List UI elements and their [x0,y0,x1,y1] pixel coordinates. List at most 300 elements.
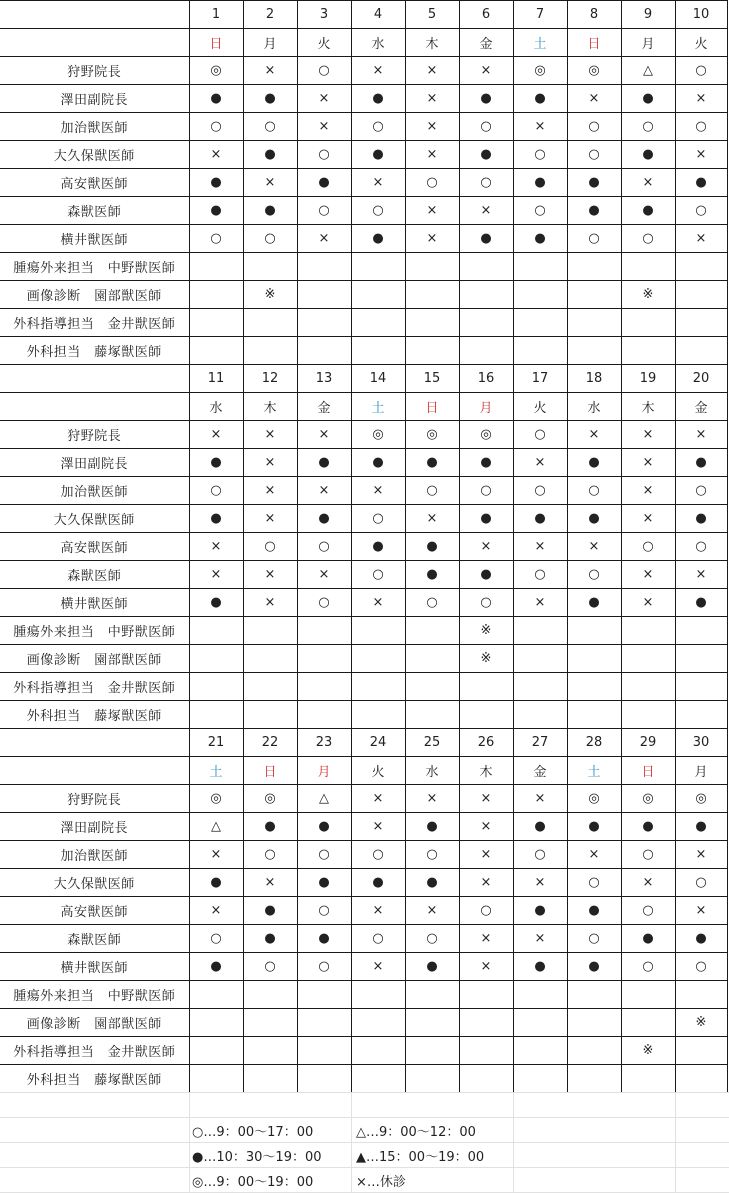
specialist-cell [405,645,459,673]
schedule-cell: ● [297,869,351,897]
specialist-row [0,253,727,281]
weekday-cell: 火 [351,757,405,785]
specialist-cell [297,1009,351,1037]
schedule-cell: ○ [675,869,727,897]
schedule-cell: × [351,57,405,85]
schedule-cell: × [567,533,621,561]
schedule-cell: × [189,897,243,925]
schedule-cell: × [189,561,243,589]
specialist-cell [243,309,297,337]
schedule-cell: ● [459,225,513,253]
specialist-cell [351,673,405,701]
specialist-cell [243,253,297,281]
specialist-name-cell: 外科担当 藤塚獣医師 [0,337,189,365]
schedule-cell: × [459,813,513,841]
specialist-cell [351,1037,405,1065]
schedule-cell: ● [243,897,297,925]
specialist-cell [405,673,459,701]
weekday-cell: 日 [567,29,621,57]
schedule-cell: × [243,57,297,85]
schedule-cell: ◎ [621,785,675,813]
schedule-cell: ● [513,897,567,925]
schedule-cell: ● [675,449,727,477]
doctor-row [0,85,727,113]
schedule-cell: × [405,785,459,813]
schedule-cell: ○ [459,113,513,141]
schedule-cell: × [459,197,513,225]
specialist-cell [513,645,567,673]
schedule-cell: × [513,869,567,897]
doctor-row [0,841,727,869]
doctor-row [0,477,727,505]
specialist-cell [351,1065,405,1093]
schedule-cell: × [405,141,459,169]
schedule-cell: × [405,57,459,85]
doctor-row [0,141,727,169]
specialist-cell [297,1065,351,1093]
doctor-row [0,57,727,85]
schedule-cell: × [405,113,459,141]
schedule-cell: ◎ [351,421,405,449]
schedule-cell: × [675,561,727,589]
weekday-cell: 日 [621,757,675,785]
schedule-cell: ● [297,813,351,841]
doctor-row [0,869,727,897]
specialist-cell [405,617,459,645]
specialist-cell [405,309,459,337]
legend-double-circle: ◎…9：00〜19：00 [192,1175,314,1190]
schedule-cell: × [297,85,351,113]
schedule-cell: × [351,785,405,813]
day-number-cell: 8 [567,1,621,29]
schedule-cell: ○ [621,113,675,141]
schedule-cell: × [567,421,621,449]
schedule-cell: ○ [621,225,675,253]
specialist-cell [675,617,727,645]
schedule-cell: ○ [513,561,567,589]
specialist-name-cell: 腫瘍外来担当 中野獣医師 [0,981,189,1009]
day-number-cell: 24 [351,729,405,757]
specialist-row [0,1009,727,1037]
specialist-cell [405,1037,459,1065]
schedule-cell: ● [675,505,727,533]
doctor-name-cell: 加治獣医師 [0,841,189,869]
specialist-cell [567,673,621,701]
day-number-cell: 7 [513,1,567,29]
schedule-cell: △ [297,785,351,813]
weekday-cell: 日 [243,757,297,785]
day-number-cell: 27 [513,729,567,757]
specialist-cell [621,673,675,701]
specialist-cell [459,1065,513,1093]
specialist-cell [243,1037,297,1065]
specialist-cell [459,337,513,365]
weekday-cell: 木 [621,393,675,421]
specialist-name-cell: 画像診断 園部獣医師 [0,281,189,309]
specialist-name-cell: 外科担当 藤塚獣医師 [0,1065,189,1093]
specialist-cell [621,337,675,365]
specialist-cell [189,981,243,1009]
schedule-cell: ○ [297,953,351,981]
schedule-cell: ○ [351,841,405,869]
weekday-cell: 火 [297,29,351,57]
doctor-name-cell: 澤田副院長 [0,813,189,841]
schedule-cell: ● [567,449,621,477]
schedule-cell: × [621,869,675,897]
schedule-cell: ● [567,505,621,533]
specialist-cell [459,673,513,701]
specialist-cell [297,1037,351,1065]
doctor-name-cell: 横井獣医師 [0,225,189,253]
doctor-name-cell: 狩野院長 [0,421,189,449]
weekday-cell: 金 [513,757,567,785]
schedule-cell: × [351,169,405,197]
specialist-cell [189,253,243,281]
schedule-cell: × [405,225,459,253]
schedule-cell: ● [189,953,243,981]
schedule-cell: ○ [351,197,405,225]
day-number-cell: 30 [675,729,727,757]
specialist-cell [351,281,405,309]
schedule-cell: ○ [567,925,621,953]
doctor-name-cell: 横井獣医師 [0,953,189,981]
specialist-cell [189,673,243,701]
schedule-cell: ○ [459,589,513,617]
schedule-cell: ● [297,925,351,953]
schedule-cell: ● [189,869,243,897]
specialist-cell [405,981,459,1009]
doctor-row [0,197,727,225]
schedule-cell: ○ [459,477,513,505]
schedule-cell: × [405,197,459,225]
specialist-cell [675,701,727,729]
specialist-name-cell: 外科指導担当 金井獣医師 [0,1037,189,1065]
specialist-cell [675,281,727,309]
schedule-cell: ● [513,505,567,533]
specialist-cell [297,253,351,281]
schedule-cell: × [621,169,675,197]
schedule-cell: × [243,477,297,505]
doctor-row [0,505,727,533]
weekday-cell: 日 [405,393,459,421]
weekday-row [0,29,727,57]
specialist-row [0,673,727,701]
schedule-cell: ● [513,813,567,841]
specialist-cell [513,701,567,729]
weekday-cell: 木 [405,29,459,57]
specialist-row [0,981,727,1009]
schedule-cell: ● [621,141,675,169]
schedule-cell: ◎ [243,785,297,813]
schedule-cell: ● [621,813,675,841]
specialist-cell [189,337,243,365]
weekday-cell: 日 [189,29,243,57]
legend-filled-circle: ●…10：30〜19：00 [192,1150,322,1165]
specialist-cell [513,617,567,645]
schedule-cell: ● [243,197,297,225]
doctor-row [0,449,727,477]
header-blank-cell [0,29,189,57]
schedule-cell: ○ [405,589,459,617]
schedule-cell: ● [567,953,621,981]
schedule-cell: ● [405,813,459,841]
schedule-cell: ● [243,85,297,113]
doctor-name-cell: 高安獣医師 [0,169,189,197]
doctor-name-cell: 加治獣医師 [0,477,189,505]
schedule-cell: ○ [621,841,675,869]
specialist-cell [459,281,513,309]
specialist-cell [459,253,513,281]
schedule-cell: ○ [351,505,405,533]
schedule-cell: ○ [189,477,243,505]
day-number-cell: 19 [621,365,675,393]
specialist-cell [567,645,621,673]
specialist-cell [513,673,567,701]
weekday-cell: 月 [675,757,727,785]
specialist-row [0,281,727,309]
specialist-cell [297,337,351,365]
schedule-cell: × [621,561,675,589]
schedule-cell: × [351,589,405,617]
specialist-cell [621,309,675,337]
specialist-cell [513,253,567,281]
schedule-cell: ● [513,225,567,253]
doctor-row [0,785,727,813]
schedule-cell: ○ [189,225,243,253]
specialist-cell [621,253,675,281]
specialist-cell [405,1009,459,1037]
schedule-cell: ● [243,925,297,953]
schedule-cell: ○ [243,225,297,253]
day-number-cell: 28 [567,729,621,757]
schedule-cell: × [459,533,513,561]
schedule-cell: ○ [297,897,351,925]
schedule-cell: ● [351,225,405,253]
day-number-cell: 13 [297,365,351,393]
day-number-cell: 1 [189,1,243,29]
specialist-cell [459,1037,513,1065]
doctor-row [0,113,727,141]
schedule-cell: ◎ [189,785,243,813]
weekday-cell: 木 [459,757,513,785]
day-number-cell: 29 [621,729,675,757]
legend-open-circle: ○…9：00〜17：00 [192,1125,314,1140]
doctor-name-cell: 森獣医師 [0,925,189,953]
weekday-row [0,757,727,785]
schedule-cell: × [243,505,297,533]
schedule-cell: ● [351,449,405,477]
specialist-cell [621,617,675,645]
specialist-cell [189,701,243,729]
schedule-cell: ● [297,449,351,477]
specialist-row [0,309,727,337]
specialist-cell [243,645,297,673]
legend-triangle: △…9：00〜12：00 [356,1125,476,1140]
weekday-cell: 水 [189,393,243,421]
schedule-cell: ● [351,533,405,561]
doctor-name-cell: 澤田副院長 [0,449,189,477]
schedule-cell: ● [513,953,567,981]
specialist-cell [459,981,513,1009]
schedule-cell: × [189,841,243,869]
schedule-cell: ◎ [459,421,513,449]
doctor-name-cell: 狩野院長 [0,57,189,85]
day-number-cell: 16 [459,365,513,393]
specialist-cell [567,337,621,365]
specialist-name-cell: 画像診断 園部獣医師 [0,1009,189,1037]
schedule-cell: ○ [567,477,621,505]
schedule-cell: ● [189,589,243,617]
specialist-cell [297,673,351,701]
specialist-cell [621,981,675,1009]
schedule-cell: ◎ [405,421,459,449]
schedule-cell: ● [351,869,405,897]
schedule-cell: × [297,421,351,449]
schedule-cell: × [351,813,405,841]
schedule-cell: ○ [675,477,727,505]
schedule-cell: △ [621,57,675,85]
specialist-cell: ※ [459,645,513,673]
specialist-cell [189,617,243,645]
specialist-cell [675,253,727,281]
schedule-cell: ◎ [675,785,727,813]
specialist-cell: ※ [621,1037,675,1065]
schedule-cell: ● [405,953,459,981]
weekday-cell: 月 [297,757,351,785]
header-blank-cell [0,757,189,785]
specialist-row [0,1065,727,1093]
schedule-cell: ● [243,141,297,169]
schedule-cell: ○ [513,197,567,225]
schedule-cell: ● [297,169,351,197]
specialist-cell [297,645,351,673]
schedule-cell: ● [459,561,513,589]
schedule-cell: ● [621,85,675,113]
specialist-cell [243,673,297,701]
specialist-cell [675,1037,727,1065]
specialist-cell [189,1037,243,1065]
schedule-cell: × [459,925,513,953]
specialist-cell: ※ [243,281,297,309]
specialist-name-cell: 腫瘍外来担当 中野獣医師 [0,617,189,645]
weekday-cell: 金 [297,393,351,421]
doctor-name-cell: 大久保獣医師 [0,505,189,533]
specialist-cell [675,337,727,365]
day-number-cell: 3 [297,1,351,29]
schedule-cell: ○ [405,925,459,953]
specialist-cell [567,1037,621,1065]
schedule-cell: ● [567,813,621,841]
schedule-cell: ● [297,505,351,533]
schedule-cell: × [621,505,675,533]
schedule-cell: ○ [243,533,297,561]
specialist-cell [351,309,405,337]
weekday-cell: 木 [243,393,297,421]
specialist-row [0,617,727,645]
schedule-cell: × [351,477,405,505]
weekday-cell: 土 [567,757,621,785]
header-blank-cell [0,393,189,421]
schedule-cell: ○ [297,197,351,225]
header-blank-cell [0,1,189,29]
schedule-cell: × [621,477,675,505]
schedule-cell: ◎ [567,57,621,85]
specialist-cell [513,337,567,365]
specialist-cell [621,701,675,729]
specialist-cell [405,253,459,281]
schedule-cell: × [297,477,351,505]
specialist-cell [351,1009,405,1037]
schedule-cell: ◎ [513,57,567,85]
schedule-cell: ○ [513,421,567,449]
schedule-cell: ○ [621,533,675,561]
weekday-cell: 水 [405,757,459,785]
day-number-cell: 23 [297,729,351,757]
doctor-name-cell: 高安獣医師 [0,897,189,925]
schedule-cell: × [675,85,727,113]
schedule-cell: × [621,421,675,449]
schedule-cell: ○ [567,141,621,169]
schedule-cell: × [405,897,459,925]
schedule-cell: ● [405,449,459,477]
schedule-cell: ○ [621,953,675,981]
weekday-cell: 水 [351,29,405,57]
schedule-cell: ○ [351,561,405,589]
legend [0,1092,729,1193]
specialist-cell [243,1065,297,1093]
schedule-cell: ○ [405,841,459,869]
schedule-cell: × [189,533,243,561]
day-number-cell: 18 [567,365,621,393]
specialist-row [0,701,727,729]
schedule-cell: ○ [567,561,621,589]
schedule-cell: × [297,225,351,253]
specialist-cell [567,981,621,1009]
schedule-cell: ○ [513,141,567,169]
schedule-cell: ● [675,169,727,197]
schedule-cell: × [459,785,513,813]
specialist-cell [675,673,727,701]
schedule-cell: ○ [675,57,727,85]
schedule-cell: × [675,225,727,253]
schedule-cell: × [675,841,727,869]
schedule-cell: × [675,141,727,169]
schedule-cell: ○ [675,533,727,561]
schedule-cell: ○ [189,113,243,141]
schedule-cell: ● [189,85,243,113]
weekday-cell: 土 [189,757,243,785]
schedule-cell: ○ [351,113,405,141]
weekday-cell: 月 [621,29,675,57]
doctor-name-cell: 大久保獣医師 [0,141,189,169]
day-number-row [0,365,727,393]
schedule-cell: ◎ [189,57,243,85]
schedule-cell: × [459,841,513,869]
schedule-cell: × [513,449,567,477]
schedule-cell: ○ [567,113,621,141]
specialist-cell [189,1009,243,1037]
weekday-cell: 金 [675,393,727,421]
specialist-cell: ※ [621,281,675,309]
doctor-row [0,561,727,589]
schedule-cell: × [189,141,243,169]
day-number-cell: 2 [243,1,297,29]
schedule-cell: ● [567,589,621,617]
specialist-cell [351,981,405,1009]
schedule-cell: ○ [297,533,351,561]
specialist-name-cell: 画像診断 園部獣医師 [0,645,189,673]
schedule-cell: ● [513,85,567,113]
